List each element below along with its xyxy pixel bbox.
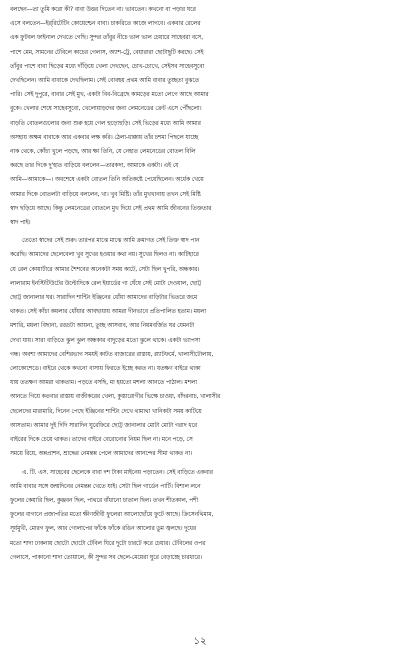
text-line: যে রেল কোয়ার্টারে আমার শৈশবের অনেকটা সময় কাটে, সেটা ছিল খুপরি, অন্ধকার। xyxy=(10,266,200,273)
text-line: এসে বলতেন—ইর্‌রিটেটিং কোয়েশ্চেন বাবা। চাকরিতে কাজে লাগবে। একবার রেলের xyxy=(10,21,201,28)
text-line: তেতো স্বাদের সেই শুরু। তারপর মাঝে মাঝে আমি ক্রমাগত সেই তিক্ত স্বাদ পান xyxy=(22,238,200,245)
text-line: সময়ে রিয়ে, অন্নপ্রাশন, শ্রাদ্ধের নেমন্তন্ন পেলে আমাদের আনন্দের সীমা থাকত না। xyxy=(10,451,193,458)
text-line: আমার দিকে বোতলটা বাড়িয়ে বললেন, খা। খুব মিষ্টি। তাঁর মুখখানায় তখন সেই মিষ্টি xyxy=(10,191,201,198)
text-line: যায় ততক্ষণ আমরা থাকতাম। পড়তে বসছি, মা হয়তো মশলা আনতে পাঠাল। মশলা xyxy=(10,380,197,387)
paragraph xyxy=(10,466,392,565)
text-line: স্বাদ ছড়িয়ে আছে। কিন্তু লেমনেডের বোতলে মুখ দিয়ে সেই প্রথম আমি জীবনের তিক্ততার xyxy=(10,205,212,212)
text-line: মতো শাদা ঢাকনায় ছোটো ছোটো টেবিল ঘিরে দুটো চারটে করে চেয়ার। টেবিলের ওপর xyxy=(10,540,206,547)
text-line: বুকে। খেলার শেষে সাহেবসুবো, খেলোয়াড়দের জন্য লেমনেডের ক্রেট এসে পৌঁছলো। xyxy=(10,106,202,113)
body-text xyxy=(10,3,392,565)
text-line: গেলাসে, পাকানো শাদা তোয়ালে, কী সুন্দর সব ছেলে-মেয়েরা ঘুরে বেড়াচ্ছে চারধারে। xyxy=(10,554,202,561)
text-line: আমি—আমাকে—। অবশেষে একটা বোতল তিনি অতিকষ্টে পেয়েছিলেন। অর্ধেক খেয়ে xyxy=(10,177,204,184)
text-line: বাইরের দিকে চেয়ে থাকত। তাদের বাইরে বেরোনোর নিয়ম ছিল না। মনে পড়ে, সে xyxy=(10,437,193,444)
text-line: থাকত। সেই কাঁচা কয়লার ধোঁয়ার আবছায়ায় আমরা দীনভাবে প্রতিপালিত হতাম। ময়লা xyxy=(10,309,207,316)
text-line: এক ফুটবল ফাইনাল দেখতে গেছি। সুন্দর তাঁবুর নীচে ভাল ভাল চেয়ারে সাহেবরা বসে, xyxy=(10,35,203,42)
text-line: আসতাম। আমার দুই দিদি সারাদিন ঘুরেফিরে ছোট্ট জানালার মোটা মোটা গরাদ ধরে xyxy=(10,422,198,429)
text-line: ছেলেদের মারামারি, দিনেন পেছে ইঞ্জিনের শান্টিং দেখে থামাথা খানিকটা সময় কাটিয়ে xyxy=(10,408,202,415)
text-line: মশারি, ময়লা বিছানা, রঙচটা আয়না, তুচ্ছ আসবাব, আর নিয়মবর্জিত ঘর যেমনটা xyxy=(10,323,195,330)
text-line: করছে তার দিকে দু'হাত বাড়িয়ে বললেন—তারকদা, আমাকে একটা। এই যে xyxy=(10,163,179,170)
text-line: পারি। সেই দুপুরে, বাবার সেই মুখ, একটা বিব-বিব্রেছে কামড়ের মতো লেগে আছে আমার xyxy=(10,92,209,99)
paragraph xyxy=(10,234,392,461)
text-line: সূর্যমুখী, মোরগ ফুল, আর গোলাপের ফাঁকে ফাঁকে রঙিন আলোর ডুম জ্বলছে। দুধের xyxy=(10,526,196,533)
text-line: নাক থেকে, কোঁচা খুলে পড়ছে, আর ক্ষা তিনি, যে নেহাত লেমনেডের বোতল বিলি xyxy=(10,149,196,156)
text-line: দেখছিলেন। আমি বাবাকে দেখছিলাম। সেই বোবহয় প্রথম আমি বাবার তুচ্ছতা বুঝতে xyxy=(10,78,200,85)
text-line: আনতে গিয়ে কতবার রাস্তায় বাজীকরের খেলা, কুস্তারোগীর ভিক্ষে চাওয়া, বাঁদরনাচ, খালাসীর xyxy=(10,394,221,401)
text-line: স্বাদ পাই। xyxy=(10,220,31,227)
text-line: অসহায় অক্ষম বাবাকে আর একবার লক্ষ করি। ঠেলা-ধাক্কায় তাঁর চশমা পিছলে যাচ্ছে xyxy=(10,134,199,141)
text-line: লালারাম ইনস্টিটিউটের উল্টোদিকে রেল ইয়ার্ডের গা ঘেঁষে সেই মোটা দেওয়াল, ছোট্ট xyxy=(10,280,202,287)
text-line: পাশে মেম, সামনের টেবিলে কাচের গেলাস, অ্যাশ-ট্রে, বেয়ারারা ছোটাছুটি করছে। সেই xyxy=(10,49,204,56)
text-line: ফুলের কেয়ারি ছিল, কুঞ্জবন ছিল, পাথরে বাঁধানো চাতাল ছিল। তখন শীতকাল, পশী xyxy=(10,497,199,504)
text-line: করেছি। আমাদের ছেলেবেলা খুব সুখের হওয়ার কথা নয়। সুখের ছিলও না। কাটিহারে xyxy=(10,252,199,259)
text-line: ছোট্ট জানালার ঘর। সারাদিন শান্টিং ইঞ্জিনের ধোঁয়া আমাদের বাড়িটার ভিতরে জমে xyxy=(10,295,198,302)
text-line: তাঁবুর পাশে বাবা ছিড়ের মধ্যে দাঁড়িয়ে খেলা দেখছেন, চোখ-চোখে, সেইসব সাহেবসুবো xyxy=(10,63,205,70)
paragraph xyxy=(10,3,392,230)
text-line: লোকোশেডে। বাইরে থেকে কখনো বাসায় ফিরতে ইচ্ছে করত না। যতক্ষণ বাইরে থাকা xyxy=(10,366,201,373)
text-line: ফুলের বাগানে প্রজাপতির মতো ক্ষীণজীবী ফুলেরা আলোছোঁয়ে ফুটে আছে। ক্রিসেনথিমাম, xyxy=(10,512,214,519)
page-number: ১২ xyxy=(193,636,207,647)
text-line: বাড়তি বোতলগুলোর জন্য শুরু হয়ে গেল হুড়োহুড়ি। সেই ভিড়ের মধ্যে আমি আমার xyxy=(10,120,201,127)
text-line: এ. টি. এস. সাহেবের ছেলেকে বাবা দশ টাকা মাইনেয় পড়াতেন। সেই বাড়িতে একবার xyxy=(22,469,213,476)
text-line: আমি বাবার সঙ্গে জন্মদিনের নেমন্তন্ন খেতে যাই। সেটা ছিল গার্ডেন পার্টি। বিশাল লনে xyxy=(10,483,201,490)
text-line: দেখা যায়। সারা বাড়িতে ঝুল ঝুল অন্ধকার বাদুড়ের মতো ঝুলে থাকে। একটা ভ্যাপসা xyxy=(10,337,201,344)
text-line: বলছেন—তা তুমি করো কী? বাবা উত্তর দিতেন না। ভাবতেন। কখনো বা পড়ার ঘরে xyxy=(10,7,196,13)
text-line: গন্ধ। অবশ্য আমাদের বেশিরভাগ সময়ই কাটত বাজারের রাস্তায়, প্ল্যাটফর্মে, খালাসীটোলায়, xyxy=(10,351,214,358)
